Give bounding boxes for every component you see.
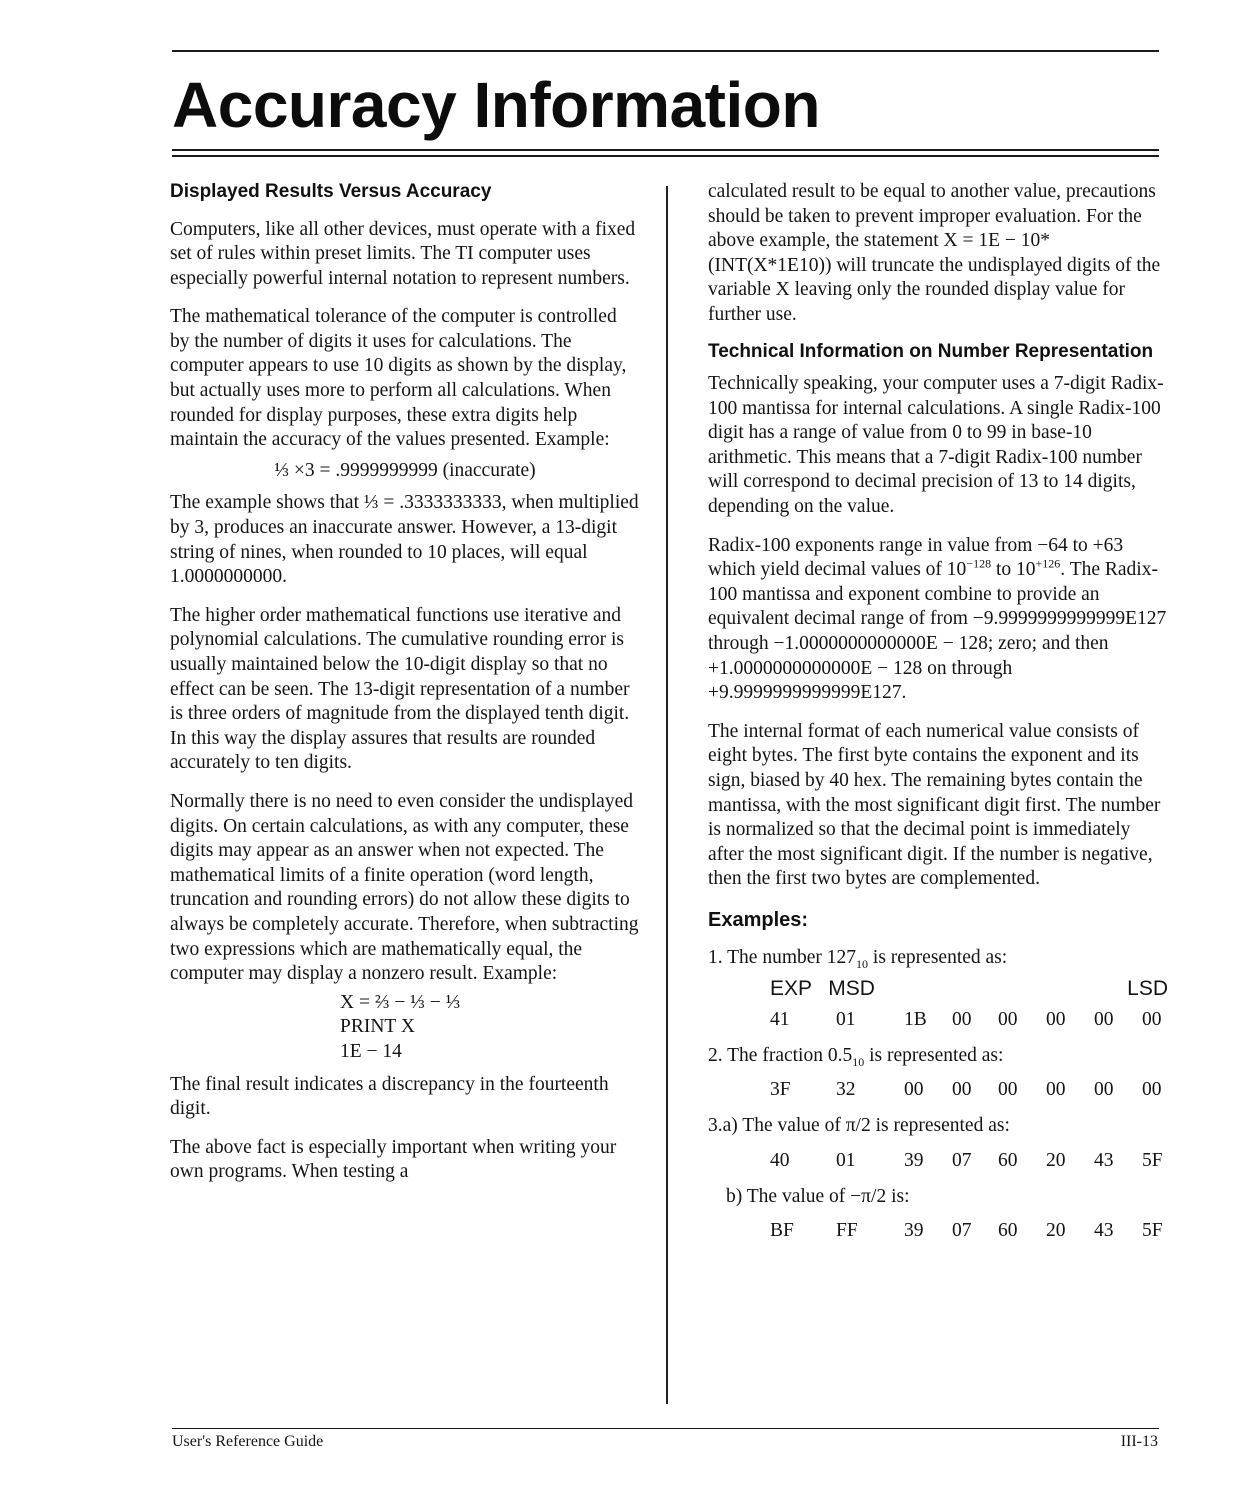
subscript: 10 xyxy=(852,1054,865,1069)
program-line: PRINT X xyxy=(340,1016,415,1038)
byte-row-3a xyxy=(708,1149,1168,1173)
hex-byte: 43 xyxy=(1094,1220,1114,1242)
paragraph: The above fact is especially important when writing your own programs. When testing a xyxy=(170,1136,617,1183)
hex-byte: 60 xyxy=(998,1149,1018,1171)
right-column xyxy=(708,180,1168,1249)
hex-byte: 01 xyxy=(836,1008,856,1030)
hex-byte: BF xyxy=(770,1220,794,1242)
example-equation: ⅓ ×3 = .9999999999 (inaccurate) xyxy=(274,459,536,481)
program-line: X = ⅔ − ⅓ − ⅓ xyxy=(340,991,461,1013)
hex-byte: 60 xyxy=(998,1220,1018,1242)
hex-byte: 01 xyxy=(836,1149,856,1171)
text-run: Radix-100 exponents range in value from −64 to +63 which yield decimal values of 10 xyxy=(708,534,1124,581)
hex-byte: FF xyxy=(836,1220,858,1242)
msd-label: MSD xyxy=(828,977,875,1001)
example-3a: 3.a) The value of π/2 is represented as: xyxy=(708,1115,1010,1137)
paragraph: Technically speaking, your computer uses a 7-digit Radix-100 mantissa for internal calculations. A single Radix-100 digit has a range of value from 0 to 99 in base-10 arithmetic. This means that a 7-digit Radix-100 number will correspond to decimal precision of 13 to 14 digits, depending on the value. xyxy=(708,373,1164,518)
byte-row-1 xyxy=(708,1008,1168,1032)
hex-byte: 39 xyxy=(904,1149,924,1171)
text-run: to 10 xyxy=(991,559,1036,581)
section-heading-technical-info: Technical Information on Number Representation xyxy=(708,340,1154,362)
subscript: 10 xyxy=(856,957,869,972)
hex-byte: 00 xyxy=(1142,1008,1162,1030)
byte-row-3b xyxy=(708,1219,1168,1243)
hex-byte: 5F xyxy=(1142,1149,1163,1171)
hex-byte: 1B xyxy=(904,1008,927,1030)
examples-list xyxy=(708,946,1168,1243)
hex-byte: 00 xyxy=(904,1079,924,1101)
hex-byte: 3F xyxy=(770,1079,791,1101)
program-line: 1E − 14 xyxy=(340,1040,402,1062)
lsd-label: LSD xyxy=(1127,977,1168,1001)
hex-byte: 20 xyxy=(1046,1149,1066,1171)
hex-byte: 41 xyxy=(770,1008,790,1030)
column-divider xyxy=(666,186,668,1404)
hex-byte: 00 xyxy=(952,1008,972,1030)
title-rule-lower xyxy=(172,155,1159,157)
hex-byte: 20 xyxy=(1046,1220,1066,1242)
paragraph: The higher order mathematical functions use iterative and polynomial calculations. The cumulative rounding error is usually maintained below the 10-digit display so that no effect can be seen. The 13-digit representation of a number is three orders of magnitude from the displayed tenth digit. In this way the display assures that results are rounded accurately to ten digits. xyxy=(170,604,630,774)
hex-byte: 00 xyxy=(1046,1008,1066,1030)
superscript: −128 xyxy=(966,556,992,571)
text-run: is represented as: xyxy=(868,947,1008,969)
hex-byte: 5F xyxy=(1142,1220,1163,1242)
hex-byte: 40 xyxy=(770,1149,790,1171)
example-3b: b) The value of −π/2 is: xyxy=(726,1185,910,1207)
hex-byte: 32 xyxy=(836,1079,856,1101)
text-run: is represented as: xyxy=(864,1044,1004,1066)
hex-byte: 07 xyxy=(952,1149,972,1171)
paragraph: The mathematical tolerance of the computer is controlled by the number of digits it uses for calculations. The computer appears to use 10 digits as shown by the display, but actually uses more to perform all calculations. When rounded for display purposes, these extra digits help maintain the accuracy of the values presented. Example: xyxy=(170,306,627,451)
hex-byte: 00 xyxy=(1142,1079,1162,1101)
title-rule-upper xyxy=(172,149,1159,151)
examples-heading: Examples: xyxy=(708,908,809,931)
byte-row-2 xyxy=(708,1078,1168,1102)
paragraph: Normally there is no need to even consider the undisplayed digits. On certain calculations, as with any computer, these digits may appear as an answer when not expected. The mathematical limits of a finite operation (word length, truncation and rounding errors) do not allow these digits to always be completely accurate. Therefore, when subtracting two expressions which are mathematically equal, the computer may display a nonzero result. Example: xyxy=(170,790,639,985)
example-2 xyxy=(708,1044,1168,1069)
hex-byte: 00 xyxy=(952,1079,972,1101)
footer-rule xyxy=(172,1428,1159,1429)
hex-byte: 43 xyxy=(1094,1149,1114,1171)
paragraph-exponent-range xyxy=(708,534,1168,706)
byte-header xyxy=(708,977,1168,1002)
exp-label: EXP xyxy=(770,977,813,1001)
left-column xyxy=(170,180,640,1199)
paragraph: The final result indicates a discrepancy in the fourteenth digit. xyxy=(170,1073,609,1120)
hex-byte: 00 xyxy=(998,1079,1018,1101)
text-run: 1. The number 127 xyxy=(708,947,857,969)
paragraph: calculated result to be equal to another value, precautions should be taken to prevent improper evaluation. For the above example, the statement X = 1E − 10*(INT(X*1E10)) will truncate the undisplayed digits of the variable X leaving only the rounded display value for further use. xyxy=(708,181,1161,325)
hex-byte: 00 xyxy=(1094,1008,1114,1030)
text-run: . The Radix-100 mantissa and exponent combine to provide an equivalent decimal range of from −9.9999999999999E127 through −1.0000000000000E − 128; zero; and then +1.0000000000000E − 128 on through +9.9999999999999E127. xyxy=(708,559,1167,704)
hex-byte: 07 xyxy=(952,1220,972,1242)
page-title: Accuracy Information xyxy=(172,69,820,141)
section-heading-displayed-results: Displayed Results Versus Accuracy xyxy=(170,181,492,202)
text-run: 2. The fraction 0.5 xyxy=(708,1044,853,1066)
hex-byte: 00 xyxy=(998,1008,1018,1030)
hex-byte: 39 xyxy=(904,1220,924,1242)
footer-guide-name: User's Reference Guide xyxy=(172,1433,324,1450)
top-rule xyxy=(172,50,1159,52)
hex-byte: 00 xyxy=(1094,1079,1114,1101)
page-number: III-13 xyxy=(1120,1433,1158,1450)
paragraph: The example shows that ⅓ = .3333333333, when multiplied by 3, produces an inaccurate answer. However, a 13-digit string of nines, when rounded to 10 places, will equal 1.0000000000. xyxy=(170,492,639,588)
paragraph: Computers, like all other devices, must operate with a fixed set of rules within preset limits. The TI computer uses especially powerful internal notation to represent numbers. xyxy=(170,218,636,289)
paragraph: The internal format of each numerical value consists of eight bytes. The first byte contains the exponent and its sign, biased by 40 hex. The remaining bytes contain the mantissa, with the most significant digit first. The number is normalized so that the decimal point is immediately after the most significant digit. If the number is negative, then the first two bytes are complemented. xyxy=(708,720,1161,890)
superscript: +126 xyxy=(1035,556,1061,571)
example-1 xyxy=(708,946,1168,971)
example-program xyxy=(170,991,640,1065)
hex-byte: 00 xyxy=(1046,1079,1066,1101)
